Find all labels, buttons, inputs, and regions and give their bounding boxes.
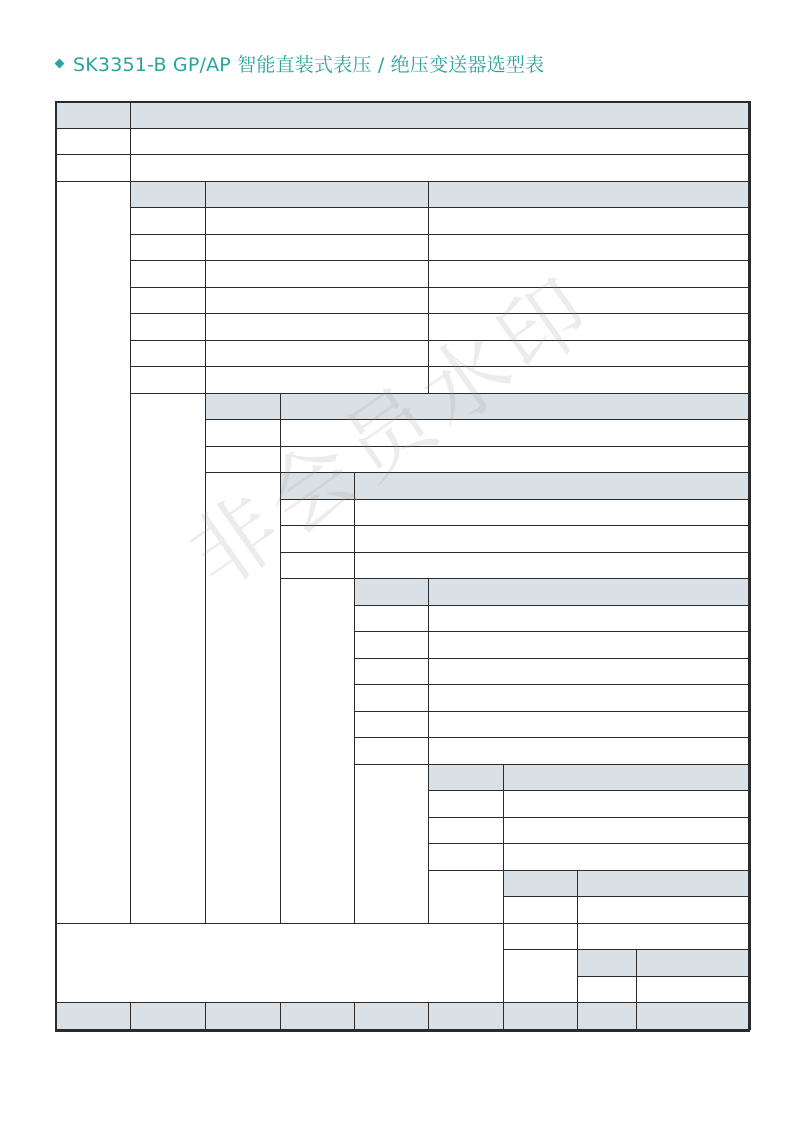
example-cell bbox=[55, 1002, 131, 1030]
header-absolute-range bbox=[428, 181, 751, 208]
output-signal-cell bbox=[280, 446, 751, 473]
blank-column bbox=[280, 578, 355, 924]
header-special-requirements bbox=[636, 949, 751, 977]
process-connection-cell bbox=[428, 605, 751, 632]
special-cell bbox=[636, 976, 751, 1003]
output-code-cell bbox=[205, 446, 281, 473]
process-connection-cell bbox=[428, 711, 751, 738]
electric-code-cell bbox=[503, 923, 578, 950]
absolute-range-cell bbox=[428, 260, 751, 288]
process-code-cell bbox=[354, 684, 429, 712]
process-code-cell bbox=[354, 605, 429, 632]
header-code bbox=[577, 949, 637, 977]
example-cell bbox=[280, 1002, 355, 1030]
header-process-connection bbox=[428, 578, 751, 606]
header-code bbox=[55, 101, 131, 129]
electric-code-cell bbox=[503, 896, 578, 924]
process-code-cell bbox=[354, 711, 429, 738]
process-connection-cell bbox=[428, 631, 751, 659]
electric-cell bbox=[577, 896, 751, 924]
hazard-cell bbox=[503, 843, 751, 871]
display-cell bbox=[354, 525, 751, 553]
hazard-cell bbox=[503, 790, 751, 818]
header-code bbox=[503, 870, 578, 897]
example-cell bbox=[205, 1002, 281, 1030]
process-connection-cell bbox=[428, 684, 751, 712]
blank-column bbox=[55, 181, 131, 924]
example-cell bbox=[636, 1002, 751, 1030]
hazard-code-cell bbox=[428, 790, 504, 818]
gauge-range-cell bbox=[205, 234, 429, 261]
special-code-cell bbox=[577, 976, 637, 1003]
range-code-cell bbox=[130, 234, 206, 261]
hazard-code-cell bbox=[428, 843, 504, 871]
process-code-cell bbox=[354, 658, 429, 685]
range-code-cell bbox=[130, 340, 206, 367]
header-gauge-range bbox=[205, 181, 429, 208]
display-cell bbox=[354, 552, 751, 579]
header-code bbox=[428, 764, 504, 791]
blank-column bbox=[428, 870, 504, 924]
process-code-cell bbox=[354, 737, 429, 765]
example-cell bbox=[503, 1002, 578, 1030]
type-name-cell bbox=[130, 154, 751, 182]
type-code-cell bbox=[55, 154, 131, 182]
display-code-cell bbox=[280, 525, 355, 553]
range-code-cell bbox=[130, 366, 206, 394]
blank-column bbox=[130, 393, 206, 924]
blank-column bbox=[205, 472, 281, 924]
display-cell bbox=[354, 499, 751, 526]
range-code-cell bbox=[130, 287, 206, 314]
example-cell bbox=[130, 1002, 206, 1030]
blank-column bbox=[354, 764, 429, 924]
absolute-range-cell bbox=[428, 366, 751, 394]
gauge-range-cell bbox=[205, 340, 429, 367]
page-title-text: SK3351-B GP/AP 智能直装式表压 / 绝压变送器选型表 bbox=[73, 54, 545, 76]
header-electrical-connection bbox=[577, 870, 751, 897]
header-code bbox=[205, 393, 281, 420]
output-code-cell bbox=[205, 419, 281, 447]
header-type bbox=[130, 101, 751, 129]
process-connection-cell bbox=[428, 658, 751, 685]
range-code-cell bbox=[130, 260, 206, 288]
display-code-cell bbox=[280, 499, 355, 526]
process-code-cell bbox=[354, 631, 429, 659]
example-cell bbox=[577, 1002, 637, 1030]
hazard-code-cell bbox=[428, 817, 504, 844]
header-code bbox=[280, 472, 355, 500]
electric-cell bbox=[577, 923, 751, 950]
header-hazard-certification bbox=[503, 764, 751, 791]
absolute-range-cell bbox=[428, 207, 751, 235]
hazard-cell bbox=[503, 817, 751, 844]
example-cell bbox=[428, 1002, 504, 1030]
gauge-range-cell bbox=[205, 207, 429, 235]
type-code-cell bbox=[55, 128, 131, 155]
range-code-cell bbox=[130, 313, 206, 341]
process-connection-cell bbox=[428, 737, 751, 765]
gauge-range-cell bbox=[205, 260, 429, 288]
header-output-signal bbox=[280, 393, 751, 420]
gauge-range-cell bbox=[205, 287, 429, 314]
range-code-cell bbox=[130, 207, 206, 235]
blank-column bbox=[503, 949, 578, 1003]
absolute-range-cell bbox=[428, 340, 751, 367]
gauge-range-cell bbox=[205, 313, 429, 341]
example-cell bbox=[354, 1002, 429, 1030]
header-code bbox=[354, 578, 429, 606]
absolute-range-cell bbox=[428, 313, 751, 341]
absolute-range-cell bbox=[428, 287, 751, 314]
type-name-cell bbox=[130, 128, 751, 155]
output-signal-cell bbox=[280, 419, 751, 447]
absolute-range-cell bbox=[428, 234, 751, 261]
header-code bbox=[130, 181, 206, 208]
display-code-cell bbox=[280, 552, 355, 579]
header-display bbox=[354, 472, 751, 500]
gauge-range-cell bbox=[205, 366, 429, 394]
